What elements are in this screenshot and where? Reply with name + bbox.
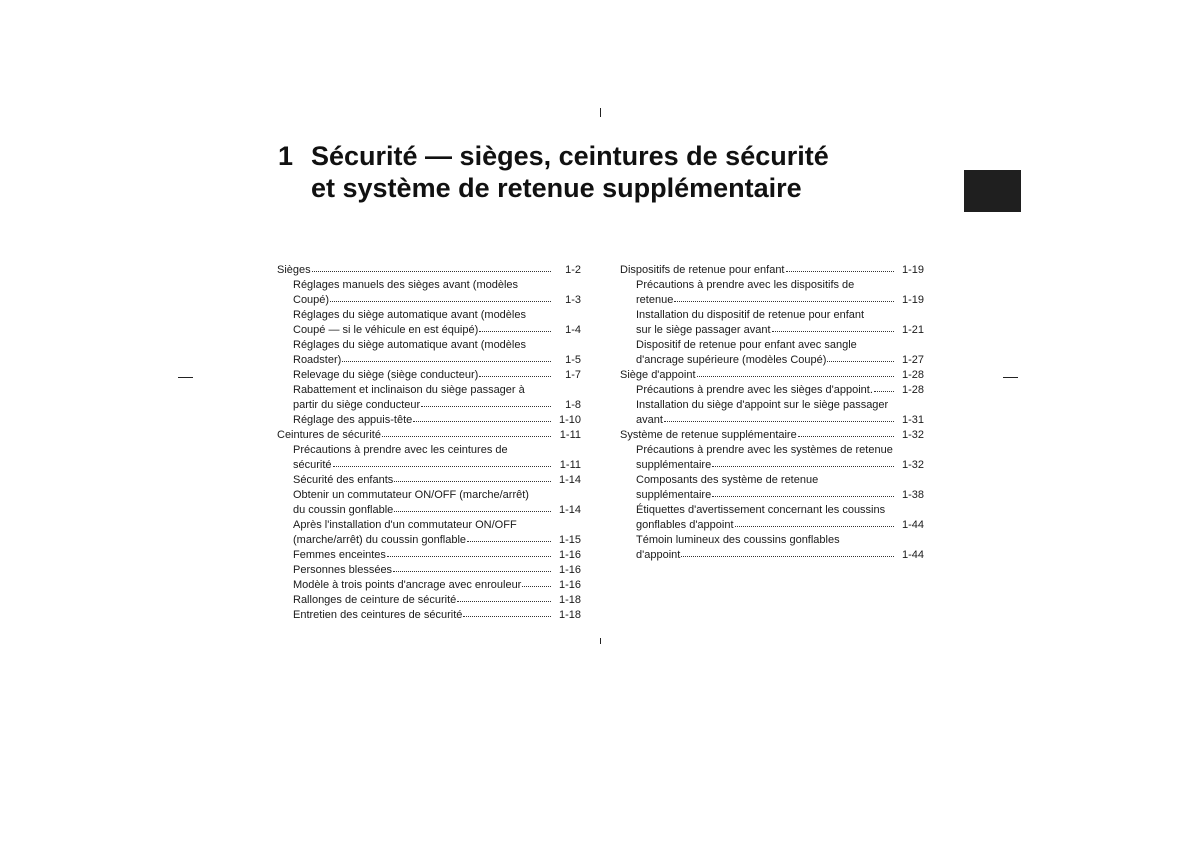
toc-page-number: 1-4 <box>565 324 581 336</box>
toc-entry-text: Précautions à prendre avec les sièges d'appoint. <box>636 384 873 396</box>
toc-entry-text: Précautions à prendre avec les systèmes de retenue <box>636 444 893 456</box>
toc-page-number: 1-19 <box>901 264 924 276</box>
toc-page-number: 1-15 <box>558 534 581 546</box>
toc-entry-text: Précautions à prendre avec les ceintures de <box>293 444 508 456</box>
toc-entry[interactable] <box>620 338 924 368</box>
dot-leader <box>772 322 894 332</box>
toc-entry[interactable] <box>277 563 581 578</box>
toc-entry-text: sur le siège passager avant <box>636 324 771 336</box>
dot-leader <box>413 412 551 422</box>
toc-column-right <box>620 263 924 563</box>
dot-leader <box>342 352 551 362</box>
toc-entry-text: Sièges <box>277 264 311 276</box>
toc-page-number: 1-11 <box>559 429 581 441</box>
toc-entry-text: Coupé) <box>293 294 330 306</box>
toc-entry-text: Dispositif de retenue pour enfant avec sangle <box>636 339 857 351</box>
toc-entry-text: Modèle à trois points d'ancrage avec enrouleur <box>293 579 522 591</box>
toc-entry-text: Rallonges de ceinture de sécurité <box>293 594 457 606</box>
dot-leader <box>394 472 551 482</box>
toc-entry-text: Femmes enceintes <box>293 549 386 561</box>
toc-page-number: 1-16 <box>558 549 581 561</box>
toc-entry-text: Obtenir un commutateur ON/OFF (marche/arrêt) <box>293 489 529 501</box>
toc-page-number: 1-14 <box>558 504 581 516</box>
toc-entry-text: avant <box>636 414 663 426</box>
toc-entry[interactable] <box>620 398 924 428</box>
toc-entry-text: Roadster) <box>293 354 342 366</box>
chapter-number: 1 <box>278 141 294 171</box>
dot-leader <box>798 427 894 437</box>
crop-mark-right <box>1003 377 1018 378</box>
toc-entry[interactable] <box>277 443 581 473</box>
crop-mark-left <box>178 377 193 378</box>
toc-page-number: 1-10 <box>558 414 581 426</box>
crop-mark-top <box>600 108 601 117</box>
toc-entry[interactable] <box>277 608 581 623</box>
dot-leader <box>712 457 894 467</box>
toc-entry[interactable] <box>277 263 581 278</box>
toc-entry[interactable] <box>620 443 924 473</box>
toc-entry[interactable] <box>277 578 581 593</box>
dot-leader <box>330 292 551 302</box>
dot-leader <box>421 397 551 407</box>
toc-page-number: 1-8 <box>565 399 581 411</box>
toc-entry[interactable] <box>277 278 581 308</box>
toc-entry-text: d'appoint <box>636 549 681 561</box>
toc-entry[interactable] <box>620 503 924 533</box>
toc-entry-text: Personnes blessées <box>293 564 393 576</box>
chapter-title <box>278 140 829 204</box>
toc-entry-text: Installation du dispositif de retenue pour enfant <box>636 309 865 321</box>
toc-page-number: 1-16 <box>558 579 581 591</box>
toc-entry-text: Dispositifs de retenue pour enfant <box>620 264 785 276</box>
toc-entry-text: Siège d'appoint <box>620 369 696 381</box>
dot-leader <box>463 607 551 617</box>
toc-page-number: 1-5 <box>565 354 581 366</box>
toc-entry-text: Installation du siège d'appoint sur le siège passager <box>636 399 889 411</box>
dot-leader <box>394 502 551 512</box>
toc-entry[interactable] <box>277 413 581 428</box>
toc-entry[interactable] <box>277 473 581 488</box>
toc-page-number: 1-18 <box>558 609 581 621</box>
dot-leader <box>457 592 551 602</box>
toc-entry-text: Coupé — si le véhicule en est équipé) <box>293 324 479 336</box>
dot-leader <box>735 517 894 527</box>
toc-page-number: 1-14 <box>558 474 581 486</box>
toc-entry-text: Rabattement et inclinaison du siège passager à <box>293 384 525 396</box>
toc-entry-text: Ceintures de sécurité <box>277 429 381 441</box>
dot-leader <box>522 577 551 587</box>
toc-page-number: 1-18 <box>558 594 581 606</box>
dot-leader <box>786 262 895 272</box>
toc-entry-text: partir du siège conducteur <box>293 399 421 411</box>
toc-page-number: 1-31 <box>901 414 924 426</box>
dot-leader <box>697 367 895 377</box>
toc-page-number: 1-27 <box>901 354 924 366</box>
toc-page-number: 1-11 <box>559 459 581 471</box>
toc-page-number: 1-44 <box>901 549 924 561</box>
chapter-tab-marker <box>964 170 1021 212</box>
toc-entry-text: Réglages du siège automatique avant (modèles <box>293 339 526 351</box>
dot-leader <box>479 322 551 332</box>
dot-leader <box>393 562 551 572</box>
toc-entry-text: du coussin gonflable <box>293 504 394 516</box>
toc-entry[interactable] <box>277 338 581 368</box>
dot-leader <box>333 457 551 467</box>
toc-page-number: 1-7 <box>565 369 581 381</box>
toc-entry[interactable] <box>620 533 924 563</box>
chapter-title-line1 <box>278 140 829 172</box>
toc-entry-text: Réglage des appuis-tête <box>293 414 413 426</box>
toc-entry-text: Réglages du siège automatique avant (modèles <box>293 309 526 321</box>
toc-entry[interactable] <box>277 383 581 413</box>
dot-leader <box>712 487 894 497</box>
toc-entry[interactable] <box>620 473 924 503</box>
dot-leader <box>674 292 894 302</box>
toc-entry-text: gonflables d'appoint <box>636 519 734 531</box>
toc-entry[interactable] <box>620 308 924 338</box>
toc-page-number: 1-28 <box>901 369 924 381</box>
toc-entry-text: d'ancrage supérieure (modèles Coupé) <box>636 354 827 366</box>
toc-page-number: 1-32 <box>901 429 924 441</box>
toc-entry[interactable] <box>277 518 581 548</box>
toc-entry[interactable] <box>277 308 581 338</box>
toc-entry[interactable] <box>620 368 924 383</box>
toc-page-number: 1-2 <box>565 264 581 276</box>
toc-entry-text: supplémentaire <box>636 489 712 501</box>
toc-entry[interactable] <box>620 383 924 398</box>
toc-entry-text: Système de retenue supplémentaire <box>620 429 797 441</box>
toc-entry[interactable] <box>620 263 924 278</box>
toc-entry[interactable] <box>620 428 924 443</box>
toc-entry-text: Après l'installation d'un commutateur ON/OFF <box>293 519 517 531</box>
toc-page-number: 1-32 <box>901 459 924 471</box>
chapter-title-line2: et système de retenue supplémentaire <box>311 173 802 203</box>
toc-entry-text: Composants des système de retenue <box>636 474 819 486</box>
toc-entry-text: Étiquettes d'avertissement concernant les coussins <box>636 504 886 516</box>
crop-mark-bottom <box>600 638 601 644</box>
toc-entry[interactable] <box>620 278 924 308</box>
toc-page-number: 1-3 <box>565 294 581 306</box>
toc-page-number: 1-28 <box>901 384 924 396</box>
toc-entry[interactable] <box>277 593 581 608</box>
dot-leader <box>681 547 894 557</box>
dot-leader <box>312 262 551 272</box>
toc-entry[interactable] <box>277 488 581 518</box>
dot-leader <box>874 382 894 392</box>
toc-page-number: 1-21 <box>901 324 924 336</box>
toc-entry[interactable] <box>277 548 581 563</box>
toc-page-number: 1-38 <box>901 489 924 501</box>
dot-leader <box>479 367 551 377</box>
dot-leader <box>467 532 551 542</box>
toc-entry-text: Relevage du siège (siège conducteur) <box>293 369 479 381</box>
dot-leader <box>382 427 551 437</box>
toc-entry-text: Précautions à prendre avec les dispositifs de <box>636 279 855 291</box>
toc-entry-text: sécurité <box>293 459 332 471</box>
toc-entry-text: Sécurité des enfants <box>293 474 394 486</box>
toc-entry-text: supplémentaire <box>636 459 712 471</box>
toc-column-left <box>277 263 581 623</box>
toc-entry[interactable] <box>277 368 581 383</box>
toc-entry-text: Réglages manuels des sièges avant (modèles <box>293 279 519 291</box>
dot-leader <box>664 412 894 422</box>
toc-entry-text: (marche/arrêt) du coussin gonflable <box>293 534 467 546</box>
toc-entry[interactable] <box>277 428 581 443</box>
dot-leader <box>387 547 551 557</box>
toc-entry-text: Témoin lumineux des coussins gonflables <box>636 534 840 546</box>
toc-page-number: 1-19 <box>901 294 924 306</box>
chapter-title-text1: Sécurité — sièges, ceintures de sécurité <box>311 141 829 171</box>
toc-entry-text: Entretien des ceintures de sécurité <box>293 609 463 621</box>
toc-page-number: 1-44 <box>901 519 924 531</box>
dot-leader <box>827 352 894 362</box>
toc-entry-text: retenue <box>636 294 674 306</box>
toc-page-number: 1-16 <box>558 564 581 576</box>
